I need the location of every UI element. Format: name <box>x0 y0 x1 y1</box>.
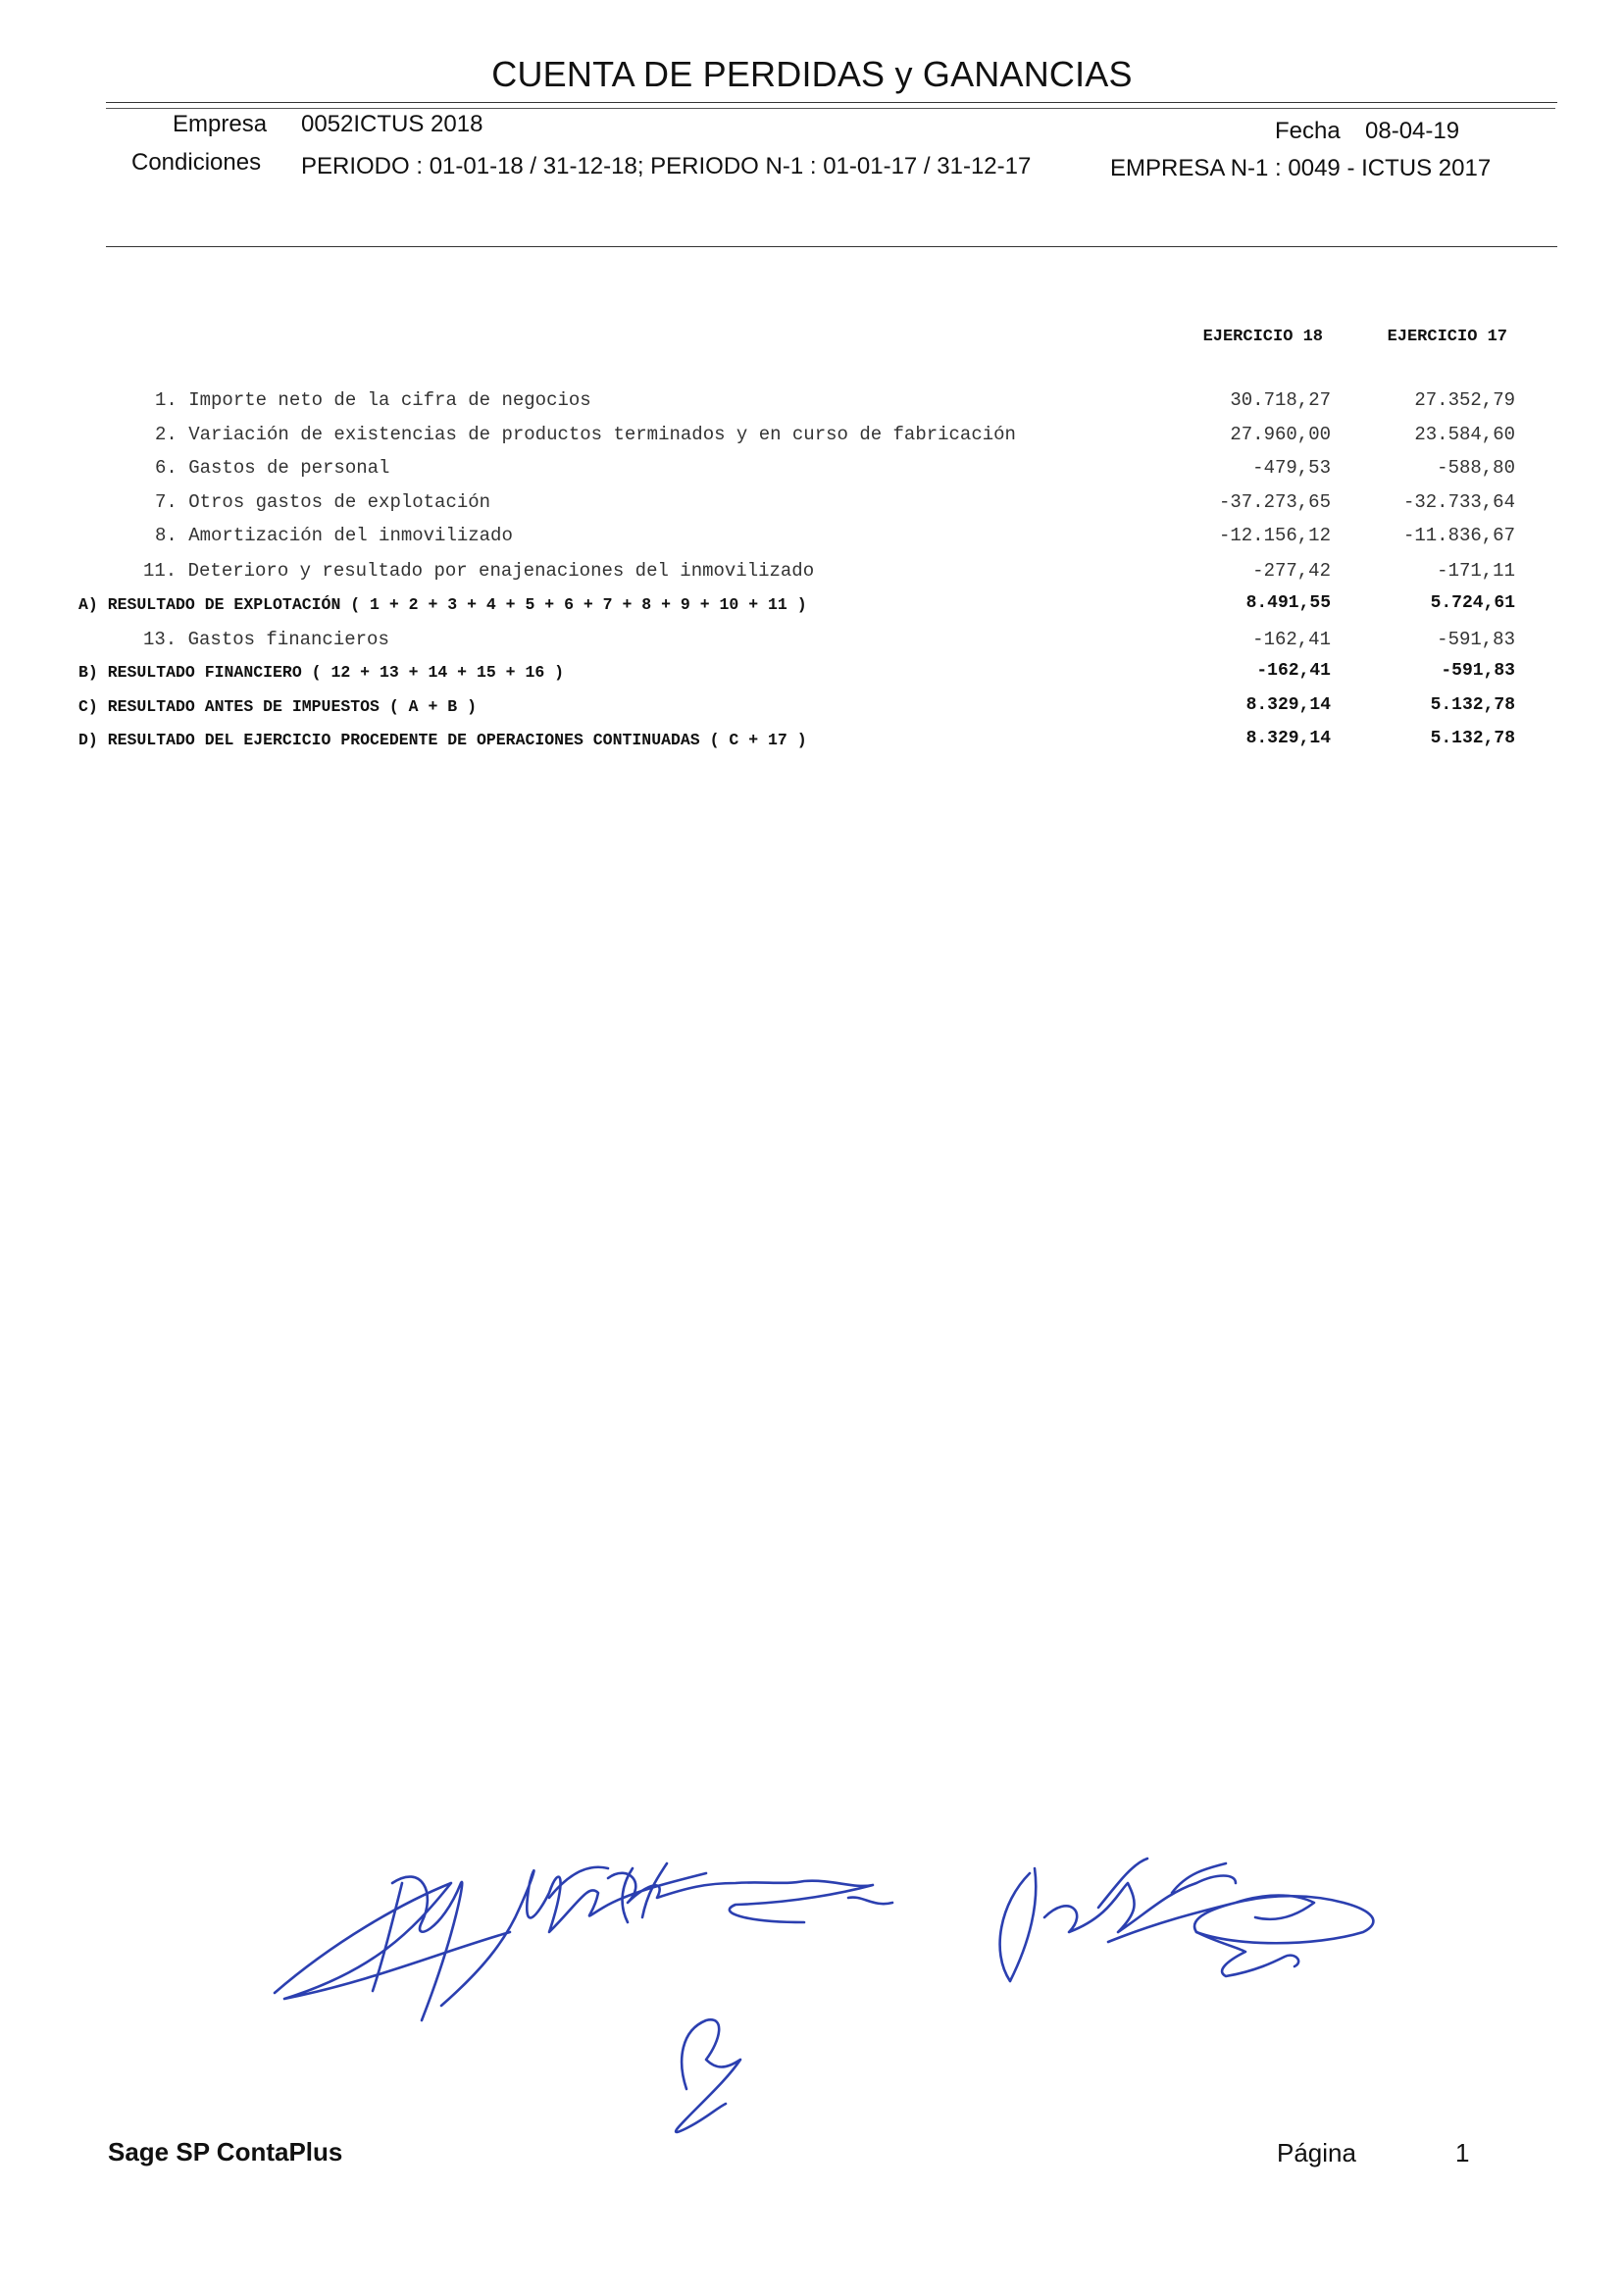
row-item-label: 11. Deterioro y resultado por enajenaciones del inmovilizado <box>143 560 815 582</box>
table-row <box>0 560 1624 593</box>
empresa-value: 0052ICTUS 2018 <box>301 111 483 137</box>
header-rule-bottom <box>106 246 1557 247</box>
fecha-label: Fecha <box>1275 118 1341 144</box>
header-rule-top-inner <box>106 108 1555 109</box>
pagina-number: 1 <box>1455 2138 1470 2167</box>
value-ejercicio-17: -591,83 <box>1441 661 1515 681</box>
table-row <box>0 525 1624 558</box>
row-item-label: 2. Variación de existencias de productos terminados y en curso de fabricación <box>155 424 1016 445</box>
value-ejercicio-18: -12.156,12 <box>1218 525 1331 546</box>
value-ejercicio-17: -171,11 <box>1437 560 1515 582</box>
column-header-ejercicio-18: EJERCICIO 18 <box>1202 328 1323 346</box>
row-item-label: 13. Gastos financieros <box>143 629 389 650</box>
value-ejercicio-18: -277,42 <box>1252 560 1331 582</box>
value-ejercicio-17: 23.584,60 <box>1414 424 1515 445</box>
value-ejercicio-17: 5.132,78 <box>1430 729 1515 748</box>
row-item-label: 1. Importe neto de la cifra de negocios <box>155 389 591 411</box>
value-ejercicio-18: -162,41 <box>1256 661 1331 681</box>
table-row <box>0 729 1624 762</box>
table-row <box>0 424 1624 457</box>
table-row <box>0 593 1624 627</box>
empresa-label: Empresa <box>173 111 268 137</box>
pagina-label: Página <box>1277 2138 1356 2167</box>
column-header-ejercicio-17: EJERCICIO 17 <box>1387 328 1507 346</box>
condiciones-value: PERIODO : 01-01-18 / 31-12-18; PERIODO N-1 : 01-01-17 / 31-12-17 <box>301 153 1032 179</box>
table-row <box>0 629 1624 662</box>
table-row <box>0 661 1624 694</box>
signatures-image <box>255 1824 1589 2197</box>
value-ejercicio-17: -11.836,67 <box>1402 525 1515 546</box>
value-ejercicio-18: -37.273,65 <box>1218 491 1331 513</box>
table-row <box>0 457 1624 490</box>
value-ejercicio-17: 27.352,79 <box>1414 389 1515 411</box>
row-total-label: A) RESULTADO DE EXPLOTACIÓN ( 1 + 2 + 3 + 4 + 5 + 6 + 7 + 8 + 9 + 10 + 11 ) <box>78 595 807 614</box>
empresa-n1: EMPRESA N-1 : 0049 - ICTUS 2017 <box>1110 155 1492 181</box>
table-row <box>0 389 1624 423</box>
value-ejercicio-18: 27.960,00 <box>1230 424 1331 445</box>
value-ejercicio-18: 8.329,14 <box>1245 695 1331 715</box>
row-item-label: 7. Otros gastos de explotación <box>155 491 491 513</box>
fecha-value: 08-04-19 <box>1365 118 1460 144</box>
value-ejercicio-18: 30.718,27 <box>1230 389 1331 411</box>
row-total-label: B) RESULTADO FINANCIERO ( 12 + 13 + 14 + 15 + 16 ) <box>78 663 565 682</box>
value-ejercicio-18: -479,53 <box>1252 457 1331 479</box>
row-total-label: D) RESULTADO DEL EJERCICIO PROCEDENTE DE OPERACIONES CONTINUADAS ( C + 17 ) <box>78 731 807 749</box>
value-ejercicio-18: -162,41 <box>1252 629 1331 650</box>
row-item-label: 6. Gastos de personal <box>155 457 390 479</box>
value-ejercicio-17: 5.132,78 <box>1430 695 1515 715</box>
value-ejercicio-17: -588,80 <box>1437 457 1515 479</box>
row-item-label: 8. Amortización del inmovilizado <box>155 525 513 546</box>
value-ejercicio-17: -591,83 <box>1437 629 1515 650</box>
software-name: Sage SP ContaPlus <box>108 2137 343 2167</box>
value-ejercicio-18: 8.491,55 <box>1245 593 1331 613</box>
row-total-label: C) RESULTADO ANTES DE IMPUESTOS ( A + B ) <box>78 697 477 716</box>
condiciones-label: Condiciones <box>131 149 262 176</box>
value-ejercicio-17: 5.724,61 <box>1430 593 1515 613</box>
table-row <box>0 695 1624 729</box>
value-ejercicio-18: 8.329,14 <box>1245 729 1331 748</box>
page-title: CUENTA DE PERDIDAS y GANANCIAS <box>491 54 1133 94</box>
header-rule-top <box>106 102 1557 103</box>
value-ejercicio-17: -32.733,64 <box>1402 491 1515 513</box>
table-row <box>0 491 1624 525</box>
